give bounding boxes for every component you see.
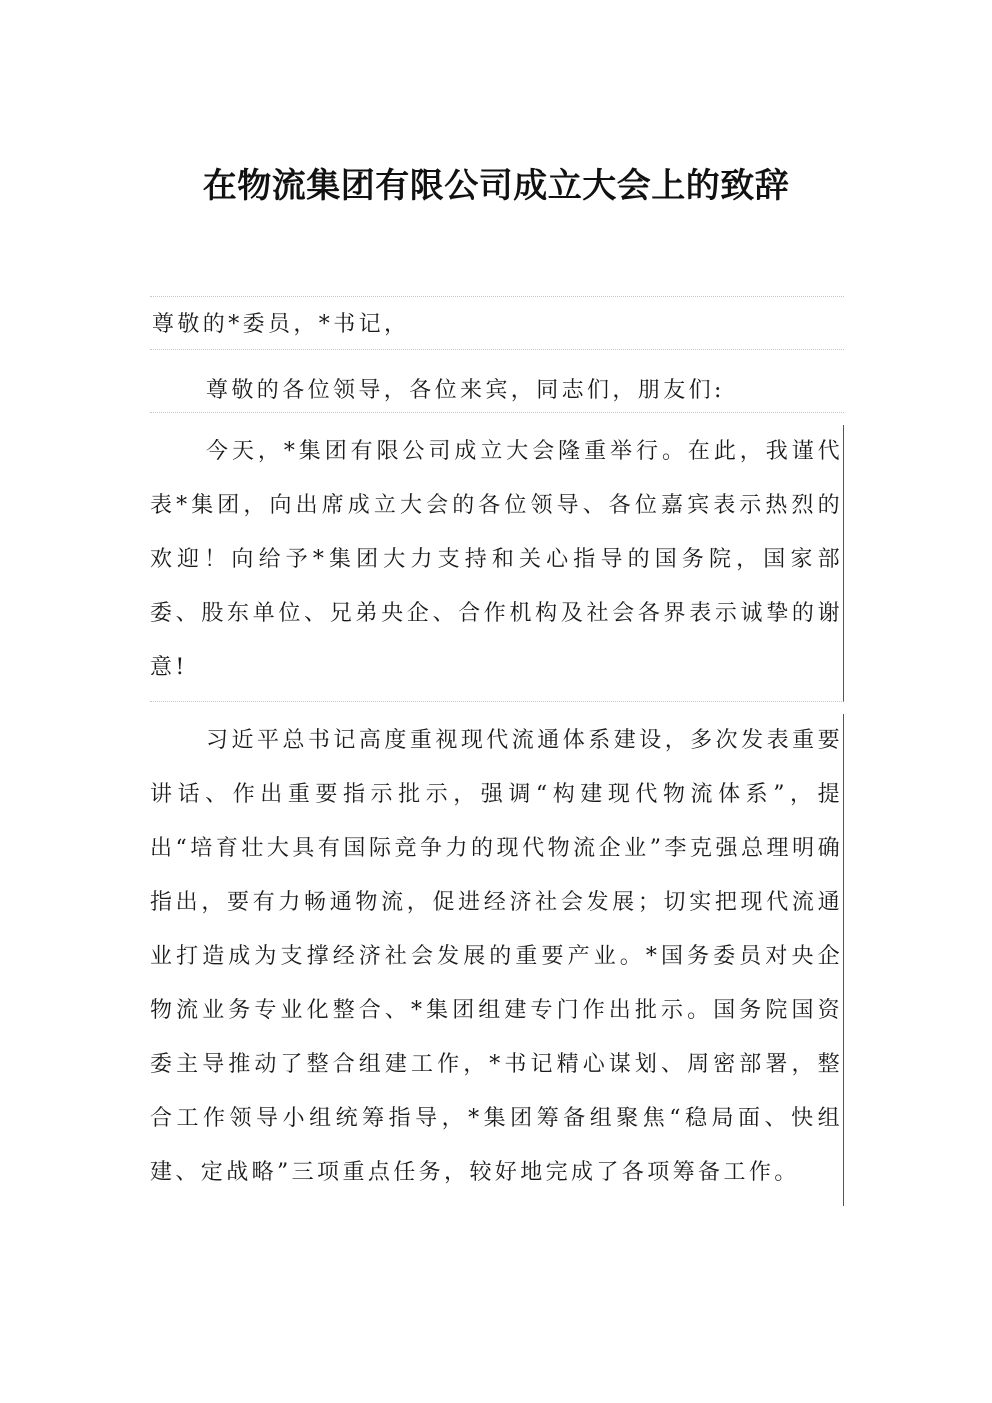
document-body — [150, 296, 844, 1206]
paragraph-welcome: 今天，*集团有限公司成立大会隆重举行。在此，我谨代表*集团，向出席成立大会的各位领导、各位嘉宾表示热烈的欢迎！向给予*集团大力支持和关心指导的国务院，国家部委、股东单位、兄弟央企、合作机构及社会各界表示诚挚的谢意! — [150, 425, 844, 702]
greeting-line: 尊敬的各位领导，各位来宾，同志们，朋友们: — [150, 349, 844, 413]
salutation-line: 尊敬的*委员，*书记， — [150, 296, 844, 349]
document-title: 在物流集团有限公司成立大会上的致辞 — [202, 166, 790, 206]
paragraph-background: 习近平总书记高度重视现代流通体系建设，多次发表重要讲话、作出重要指示批示，强调“构建现代物流体系”，提出“培育壮大具有国际竞争力的现代物流企业”李克强总理明确指出，要有力畅通物流，促进经济社会发展；切实把现代流通业打造成为支撑经济社会发展的重要产业。*国务委员对央企物流业务专业化整合、*集团组建专门作出批示。国务院国资委主导推动了整合组建工作，*书记精心谋划、周密部署，整合工作领导小组统筹指导，*集团筹备组聚焦“稳局面、快组建、定战略”三项重点任务，较好地完成了各项筹备工作。 — [150, 714, 844, 1206]
